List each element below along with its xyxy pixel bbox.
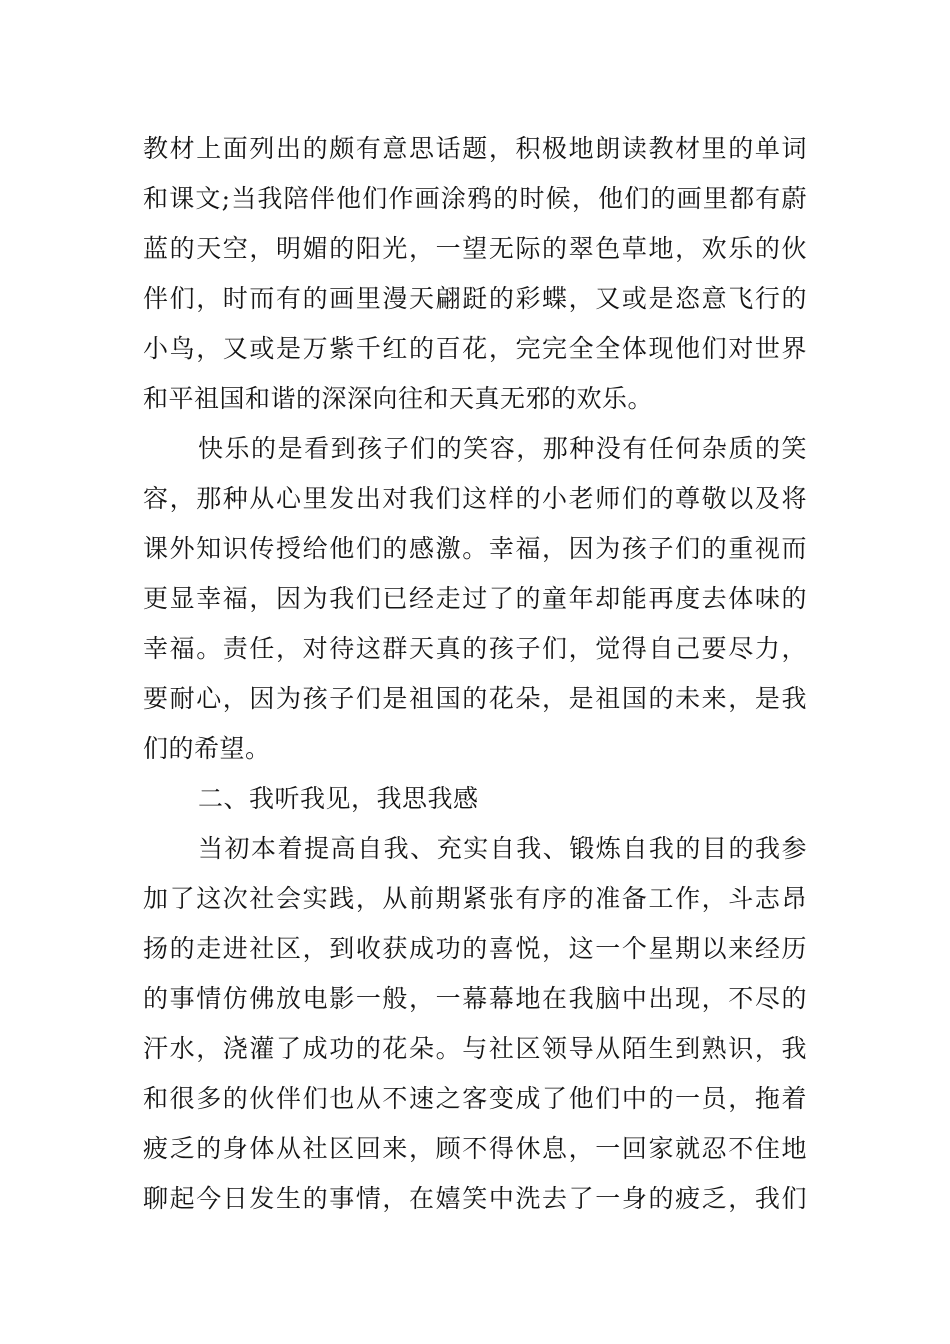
text-line: 幸福。责任，对待这群天真的孩子们，觉得自己要尽力， [143, 634, 807, 663]
text-line: 课外知识传授给他们的感激。幸福，因为孩子们的重视而 [143, 534, 807, 563]
paragraph-first-line: 当初本着提高自我、充实自我、锻炼自我的目的我参 [198, 834, 807, 863]
text-line: 蓝的天空，明媚的阳光，一望无际的翠色草地，欢乐的伙 [143, 234, 807, 263]
text-line: 聊起今日发生的事情，在嬉笑中洗去了一身的疲乏，我们 [143, 1184, 807, 1213]
paragraph-first-line: 快乐的是看到孩子们的笑容，那种没有任何杂质的笑 [198, 434, 807, 463]
text-line: 容，那种从心里发出对我们这样的小老师们的尊敬以及将 [143, 484, 807, 513]
text-line: 要耐心，因为孩子们是祖国的花朵，是祖国的未来，是我 [143, 684, 807, 713]
text-line: 疲乏的身体从社区回来，顾不得休息，一回家就忍不住地 [143, 1134, 807, 1163]
text-line: 和课文;当我陪伴他们作画涂鸦的时候，他们的画里都有蔚 [143, 184, 807, 213]
text-line: 和很多的伙伴们也从不速之客变成了他们中的一员，拖着 [143, 1084, 807, 1113]
text-line: 伴们，时而有的画里漫天翩跹的彩蝶，又或是恣意飞行的 [143, 284, 807, 313]
text-line: 小鸟，又或是万紫千红的百花，完完全全体现他们对世界 [143, 334, 807, 363]
text-line: 汗水，浇灌了成功的花朵。与社区领导从陌生到熟识，我 [143, 1034, 807, 1063]
paragraph-end-line: 和平祖国和谐的深深向往和天真无邪的欢乐。 [143, 384, 654, 413]
section-heading: 二、我听我见，我思我感 [198, 784, 479, 813]
paragraph-end-line: 们的希望。 [143, 734, 271, 763]
text-line: 的事情仿佛放电影一般，一幕幕地在我脑中出现，不尽的 [143, 984, 807, 1013]
text-line: 扬的走进社区，到收获成功的喜悦，这一个星期以来经历 [143, 934, 807, 963]
text-line: 教材上面列出的颇有意思话题，积极地朗读教材里的单词 [143, 134, 807, 163]
text-line: 更显幸福，因为我们已经走过了的童年却能再度去体味的 [143, 584, 807, 613]
text-line: 加了这次社会实践，从前期紧张有序的准备工作，斗志昂 [143, 884, 807, 913]
